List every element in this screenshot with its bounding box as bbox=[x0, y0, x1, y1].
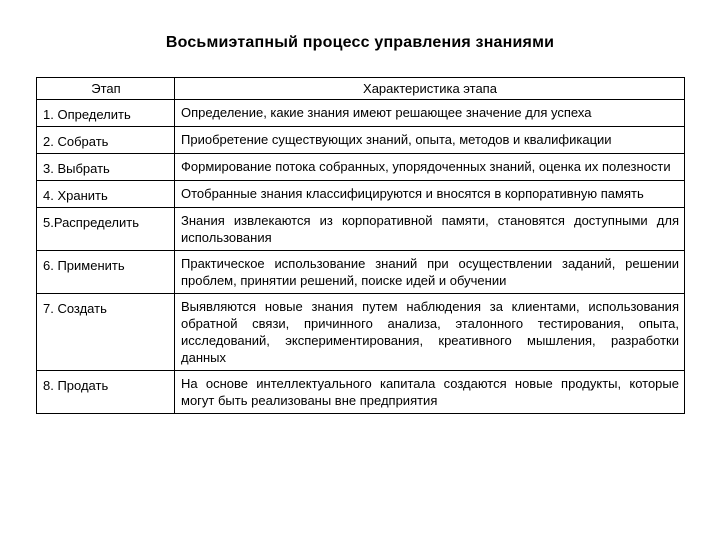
column-header-description: Характеристика этапа bbox=[175, 78, 685, 100]
table-row bbox=[37, 371, 685, 414]
table-row bbox=[37, 294, 685, 371]
page-title: Восьмиэтапный процесс управления знаниями bbox=[165, 34, 555, 51]
description-cell: Знания извлекаются из корпоративной памяти, становятся доступными для использования bbox=[175, 208, 685, 251]
table-row bbox=[37, 127, 685, 154]
stage-cell: 2. Собрать bbox=[37, 127, 175, 154]
description-cell: Практическое использование знаний при осуществлении заданий, решении проблем, принятии решений, поиске идей и обучении bbox=[175, 251, 685, 294]
stage-cell: 8. Продать bbox=[37, 371, 175, 414]
description-cell: Определение, какие знания имеют решающее значение для успеха bbox=[175, 100, 685, 127]
description-cell: Отобранные знания классифицируются и вносятся в корпоративную память bbox=[175, 181, 685, 208]
description-cell: Выявляются новые знания путем наблюдения за клиентами, использования обратной связи, причинного анализа, эталонного тестирования, опыта, исследований, экспериментирования, креативного мышления, разработки данных bbox=[175, 294, 685, 371]
description-cell: На основе интеллектуального капитала создаются новые продукты, которые могут быть реализованы вне предприятия bbox=[175, 371, 685, 414]
column-header-stage: Этап bbox=[37, 78, 175, 100]
description-cell: Формирование потока собранных, упорядоченных знаний, оценка их полезности bbox=[175, 154, 685, 181]
stage-cell: 5.Распределить bbox=[37, 208, 175, 251]
table-row bbox=[37, 208, 685, 251]
table-row bbox=[37, 181, 685, 208]
table-row bbox=[37, 100, 685, 127]
table-row bbox=[37, 154, 685, 181]
table-row bbox=[37, 251, 685, 294]
table-header-row bbox=[37, 78, 685, 100]
stage-cell: 1. Определить bbox=[37, 100, 175, 127]
stage-cell: 6. Применить bbox=[37, 251, 175, 294]
stage-cell: 7. Создать bbox=[37, 294, 175, 371]
description-cell: Приобретение существующих знаний, опыта, методов и квалификации bbox=[175, 127, 685, 154]
stage-cell: 3. Выбрать bbox=[37, 154, 175, 181]
stage-cell: 4. Хранить bbox=[37, 181, 175, 208]
stages-table bbox=[36, 77, 685, 414]
